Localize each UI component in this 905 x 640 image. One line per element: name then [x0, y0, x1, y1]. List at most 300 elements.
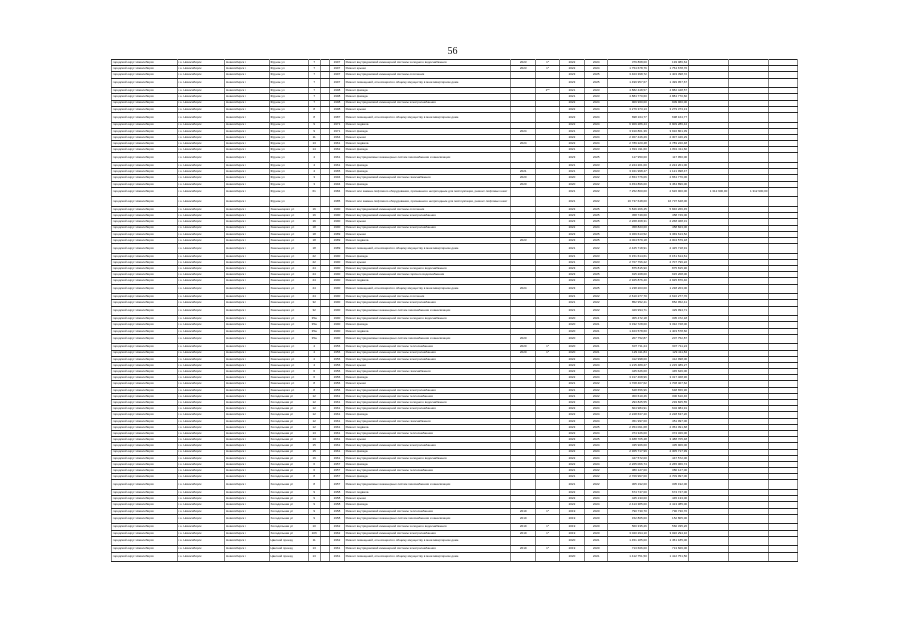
- cell-cost-total: 2 789 220,48: [608, 141, 648, 147]
- cell-cost-fund: 412 998,00: [648, 356, 688, 362]
- cell-settlement: г.о. Новосибирск: [177, 387, 225, 393]
- cell-cost-total: 4 004 579,18: [608, 237, 648, 243]
- cell-settlement: г.о. Новосибирск: [177, 328, 225, 334]
- cell-end-year: 2023: [585, 169, 608, 175]
- cell-street: Хмельницкого ул: [269, 334, 308, 344]
- cell-street: Цветной проезд: [269, 546, 308, 552]
- cell-year-built: 1990: [330, 322, 345, 328]
- cell-cost-fund: 445 626,00: [648, 369, 688, 375]
- cell-year-built: 1961: [330, 455, 345, 461]
- cell-start-year: 2021: [559, 259, 584, 265]
- cell-cost-local: [729, 284, 769, 294]
- cell-locality: Новосибирск г: [225, 259, 269, 265]
- cell-end-year: 2022: [585, 181, 608, 187]
- cell-municipality: городской округ Новосибирск: [112, 147, 178, 153]
- cell-cost-regional: [688, 514, 728, 524]
- cell-work-type: Ремонт внутридомовой инженерной системы газоснабжения: [344, 175, 510, 181]
- cell-end-year: 2025: [585, 219, 608, 225]
- cell-municipality: городской округ Новосибирск: [112, 106, 178, 112]
- cell-municipality: городской округ Новосибирск: [112, 400, 178, 406]
- cell-house: 4: [308, 163, 320, 169]
- cell-year-built: 1956: [330, 356, 345, 362]
- cell-start-year: 2023: [559, 284, 584, 294]
- cell-settlement: г.о. Новосибирск: [177, 169, 225, 175]
- cell-end-year: 2023: [585, 147, 608, 153]
- cell-street: Фрунзе ул: [269, 147, 308, 153]
- cell-start-year: 2020: [559, 181, 584, 187]
- cell-priority: 1*: [536, 546, 559, 552]
- cell-work-type: Ремонт крыши: [344, 259, 510, 265]
- cell-street: Хмельницкого ул: [269, 381, 308, 387]
- cell-street: Хмельницкого ул: [269, 231, 308, 237]
- cell-year-built: 1990: [330, 300, 345, 306]
- table-row: [112, 306, 798, 316]
- cell-settlement: г.о. Новосибирск: [177, 78, 225, 88]
- cell-house: 8: [308, 474, 320, 480]
- cell-settlement: г.о. Новосибирск: [177, 546, 225, 552]
- cell-street: Холодильная ул: [269, 480, 308, 490]
- cell-municipality: городской округ Новосибирск: [112, 536, 178, 546]
- cell-cost-total: 1 754 678,76: [608, 66, 648, 72]
- cell-street: Холодильная ул: [269, 449, 308, 455]
- cell-house: 7: [308, 100, 320, 106]
- cell-end-year: 2022: [585, 387, 608, 393]
- cell-locality: Новосибирск г: [225, 66, 269, 72]
- cell-year-built: 1956: [330, 369, 345, 375]
- cell-settlement: г.о. Новосибирск: [177, 468, 225, 474]
- cell-street: Хмельницкого ул: [269, 294, 308, 300]
- cell-plan-year: [511, 552, 536, 562]
- cell-municipality: городской округ Новосибирск: [112, 508, 178, 514]
- cell-year-built: 1997: [330, 72, 345, 78]
- cell-municipality: городской округ Новосибирск: [112, 272, 178, 278]
- cell-house: 4: [308, 169, 320, 175]
- cell-cost-fund: 1 708 407,62: [648, 381, 688, 387]
- cell-start-year: 2023: [559, 72, 584, 78]
- cell-street: Холодильная ул: [269, 393, 308, 399]
- cell-settlement: г.о. Новосибирск: [177, 322, 225, 328]
- cell-start-year: 2023: [559, 153, 584, 163]
- cell-cost-fund: 300 610,46: [648, 393, 688, 399]
- cell-end-year: 2022: [585, 480, 608, 490]
- cell-cost-total: 429 994,71: [608, 306, 648, 316]
- cell-locality: Новосибирск г: [225, 294, 269, 300]
- cell-cost-total: 790 730,70: [608, 508, 648, 514]
- cell-settlement: г.о. Новосибирск: [177, 514, 225, 524]
- cell-house: 13: [308, 437, 320, 443]
- cell-street: Хмельницкого ул: [269, 322, 308, 328]
- cell-year-built: 1957: [330, 461, 345, 467]
- cell-locality: Новосибирск г: [225, 480, 269, 490]
- table-row: [112, 112, 798, 122]
- cell-municipality: городской округ Новосибирск: [112, 334, 178, 344]
- cell-work-type: Ремонт внутридомовой инженерной системы теплоснабжения: [344, 344, 510, 350]
- cell-year-built: 1990: [330, 219, 345, 225]
- cell-end-year: 2021: [585, 344, 608, 350]
- cell-cost-fund: 2 707 796,22: [648, 259, 688, 265]
- cell-cost-other: [769, 306, 798, 316]
- cell-settlement: г.о. Новосибирск: [177, 443, 225, 449]
- cell-year-built: 1998: [330, 94, 345, 100]
- table-body: [112, 60, 798, 562]
- cell-start-year: 2021: [559, 187, 584, 197]
- cell-year-built: 1998: [330, 106, 345, 112]
- cell-settlement: г.о. Новосибирск: [177, 134, 225, 140]
- cell-year-built: 1961: [330, 424, 345, 430]
- cell-cost-fund: 207 752,87: [648, 334, 688, 344]
- cell-year-built: 1998: [330, 88, 345, 94]
- cell-work-type: Ремонт внутридомовой инженерной системы горячего водоснабжения: [344, 272, 510, 278]
- cell-end-year: 2024: [585, 406, 608, 412]
- cell-year-built: 1961: [330, 153, 345, 163]
- cell-locality: Новосибирск г: [225, 169, 269, 175]
- cell-house: 9: [308, 490, 320, 496]
- cell-cost-total: 1 451 185,00: [608, 536, 648, 546]
- cell-cost-fund: 5 846 266,45: [648, 206, 688, 212]
- cell-plan-year: 2023: [511, 237, 536, 243]
- cell-end-year: 2024: [585, 362, 608, 368]
- cell-year-built: 1961: [330, 449, 345, 455]
- cell-locality: Новосибирск г: [225, 272, 269, 278]
- cell-plan-year: [511, 480, 536, 490]
- cell-end-year: 2025: [585, 266, 608, 272]
- cell-municipality: городской округ Новосибирск: [112, 418, 178, 424]
- cell-cost-fund: 4 882 448,57: [648, 88, 688, 94]
- cell-cost-fund: 451 997,00: [648, 418, 688, 424]
- cell-end-year: 2025: [585, 424, 608, 430]
- cell-municipality: городской округ Новосибирск: [112, 412, 178, 418]
- cell-locality: Новосибирск г: [225, 381, 269, 387]
- cell-start-year: 2020: [559, 328, 584, 334]
- cell-end-year: 2024: [585, 461, 608, 467]
- cell-end-year: 2021: [585, 552, 608, 562]
- cell-end-year: 2025: [585, 206, 608, 212]
- cell-work-type: Ремонт внутридомовых инженерных систем газоснабжения и канализации: [344, 334, 510, 344]
- cell-year-built: 1961: [330, 418, 345, 424]
- cell-settlement: г.о. Новосибирск: [177, 284, 225, 294]
- cell-end-year: 2024: [585, 134, 608, 140]
- cell-street: Холодильная ул: [269, 455, 308, 461]
- cell-locality: Новосибирск г: [225, 387, 269, 393]
- cell-year-built: 1956: [330, 344, 345, 350]
- cell-settlement: г.о. Новосибирск: [177, 356, 225, 362]
- cell-street: Холодильная ул: [269, 406, 308, 412]
- cell-locality: Новосибирск г: [225, 334, 269, 344]
- cell-house: 18: [308, 231, 320, 237]
- cell-settlement: г.о. Новосибирск: [177, 213, 225, 219]
- cell-building: [320, 112, 330, 122]
- cell-municipality: городской округ Новосибирск: [112, 524, 178, 530]
- cell-cost-other: [769, 284, 798, 294]
- cell-cost-total: 1 499 957,67: [608, 78, 648, 88]
- cell-end-year: 2020: [585, 508, 608, 514]
- cell-municipality: городской округ Новосибирск: [112, 424, 178, 430]
- cell-cost-total: 305 192,00: [608, 480, 648, 490]
- cell-street: Фрунзе ул: [269, 88, 308, 94]
- cell-cost-total: 604 984,91: [608, 406, 648, 412]
- cell-year-built: 1990: [330, 306, 345, 316]
- cell-settlement: г.о. Новосибирск: [177, 72, 225, 78]
- cell-cost-total: 458 749,00: [608, 213, 648, 219]
- cell-plan-year: 2024: [511, 128, 536, 134]
- cell-locality: Новосибирск г: [225, 106, 269, 112]
- cell-year-built: 1990: [330, 272, 345, 278]
- cell-cost-regional: [688, 536, 728, 546]
- cell-cost-other: [769, 480, 798, 490]
- cell-locality: Новосибирск г: [225, 78, 269, 88]
- cell-settlement: г.о. Новосибирск: [177, 316, 225, 322]
- cell-year-built: 1956: [330, 362, 345, 368]
- cell-priority: [536, 244, 559, 254]
- cell-house: 6: [308, 468, 320, 474]
- cell-locality: Новосибирск г: [225, 141, 269, 147]
- cell-locality: Новосибирск г: [225, 350, 269, 356]
- cell-house: 3: [308, 181, 320, 187]
- cell-cost-local: [729, 514, 769, 524]
- cell-street: Холодильная ул: [269, 443, 308, 449]
- cell-settlement: г.о. Новосибирск: [177, 412, 225, 418]
- cell-street: Холодильная ул: [269, 400, 308, 406]
- cell-plan-year: [511, 78, 536, 88]
- cell-cost-fund: 3 369 613,52: [648, 231, 688, 237]
- cell-work-type: Ремонт внутридомовой инженерной системы газоснабжения: [344, 369, 510, 375]
- cell-cost-total: 674 747,00: [608, 490, 648, 496]
- cell-settlement: г.о. Новосибирск: [177, 530, 225, 536]
- cell-work-type: Ремонт фасада: [344, 375, 510, 381]
- cell-locality: Новосибирск г: [225, 316, 269, 322]
- cell-locality: Новосибирск г: [225, 424, 269, 430]
- cell-year-built: 1989: [330, 244, 345, 254]
- cell-cost-fund: 3 020 294,10: [648, 530, 688, 536]
- cell-cost-total: 3 454 896,00: [608, 181, 648, 187]
- cell-settlement: г.о. Новосибирск: [177, 334, 225, 344]
- cell-cost-total: 3 369 613,52: [608, 231, 648, 237]
- cell-municipality: городской округ Новосибирск: [112, 278, 178, 284]
- cell-street: Хмельницкого ул: [269, 278, 308, 284]
- cell-start-year: 2021: [559, 387, 584, 393]
- cell-work-type: Ремонт внутридомовых инженерных систем газоснабжения и канализации: [344, 514, 510, 524]
- cell-settlement: г.о. Новосибирск: [177, 424, 225, 430]
- cell-year-built: 1990: [330, 334, 345, 344]
- cell-year-built: 1961: [330, 406, 345, 412]
- cell-start-year: 2022: [559, 502, 584, 508]
- cell-house: 10б: [308, 530, 320, 536]
- cell-settlement: г.о. Новосибирск: [177, 437, 225, 443]
- cell-start-year: 2022: [559, 369, 584, 375]
- cell-house: 24: [308, 272, 320, 278]
- cell-cost-fund: 152 805,00: [648, 514, 688, 524]
- cell-cost-fund: 648 656,96: [648, 387, 688, 393]
- cell-cost-local: [729, 112, 769, 122]
- cell-start-year: 2020: [559, 344, 584, 350]
- cell-cost-total: 607 711,24: [608, 344, 648, 350]
- cell-municipality: городской округ Новосибирск: [112, 530, 178, 536]
- cell-year-built: 1990: [330, 294, 345, 300]
- cell-settlement: г.о. Новосибирск: [177, 502, 225, 508]
- cell-end-year: 2021: [585, 322, 608, 328]
- cell-house: 12: [308, 400, 320, 406]
- cell-house: 6: [308, 369, 320, 375]
- cell-work-type: Ремонт или замена лифтового оборудования, признанного непригодным для эксплуатации, ремонт лифтовых шахт: [344, 197, 510, 207]
- cell-street: Фрунзе ул: [269, 60, 308, 66]
- cell-end-year: 2025: [585, 437, 608, 443]
- cell-municipality: городской округ Новосибирск: [112, 496, 178, 502]
- cell-street: Хмельницкого ул: [269, 219, 308, 225]
- cell-end-year: 2024: [585, 375, 608, 381]
- cell-locality: Новосибирск г: [225, 163, 269, 169]
- cell-work-type: Ремонт или замена лифтового оборудования, признанного непригодным для эксплуатации, ремонт лифтовых шахт: [344, 187, 510, 197]
- cell-locality: Новосибирск г: [225, 524, 269, 530]
- cell-start-year: 2021: [559, 128, 584, 134]
- cell-start-year: 2022: [559, 449, 584, 455]
- cell-house: 8: [308, 480, 320, 490]
- cell-street: Холодильная ул: [269, 502, 308, 508]
- cell-municipality: городской округ Новосибирск: [112, 175, 178, 181]
- cell-end-year: 2024: [585, 455, 608, 461]
- cell-house: 22: [308, 259, 320, 265]
- cell-cost-local: [729, 244, 769, 254]
- cell-street: Фрунзе ул: [269, 100, 308, 106]
- cell-locality: Новосибирск г: [225, 237, 269, 243]
- cell-cost-local: [729, 153, 769, 163]
- cell-building: [320, 284, 330, 294]
- cell-start-year: 2022: [559, 134, 584, 140]
- cell-end-year: 2024: [585, 225, 608, 231]
- cell-work-type: Ремонт внутридомовых инженерных систем газоснабжения и канализации: [344, 153, 510, 163]
- cell-start-year: 2022: [559, 406, 584, 412]
- cell-plan-year: [511, 112, 536, 122]
- cell-cost-total: 445 626,00: [608, 369, 648, 375]
- cell-work-type: Ремонт подвала: [344, 141, 510, 147]
- cell-cost-fund: 3 279 373,13: [648, 106, 688, 112]
- cell-year-built: 1990: [330, 206, 345, 212]
- cell-cost-regional: [688, 112, 728, 122]
- cell-cost-total: 4 884 770,60: [608, 94, 648, 100]
- cell-municipality: городской округ Новосибирск: [112, 387, 178, 393]
- cell-work-type: Ремонт внутридомовой инженерной системы электроснабжения: [344, 350, 510, 356]
- cell-municipality: городской округ Новосибирск: [112, 393, 178, 399]
- cell-cost-total: 2 354 091,68: [608, 424, 648, 430]
- cell-plan-year: 2023: [511, 60, 536, 66]
- cell-cost-fund: 1 499 957,67: [648, 78, 688, 88]
- cell-end-year: 2024: [585, 356, 608, 362]
- works-table: [111, 59, 798, 562]
- cell-municipality: городской округ Новосибирск: [112, 430, 178, 436]
- cell-year-built: 1971: [330, 122, 345, 128]
- cell-house: 3: [308, 175, 320, 181]
- cell-year-built: 1961: [330, 552, 345, 562]
- table-row: [112, 536, 798, 546]
- cell-settlement: г.о. Новосибирск: [177, 163, 225, 169]
- cell-street: Хмельницкого ул: [269, 375, 308, 381]
- cell-street: Хмельницкого ул: [269, 259, 308, 265]
- cell-work-type: Ремонт помещений, относящихся к общему имуществу в многоквартирном доме: [344, 552, 510, 562]
- cell-municipality: городской округ Новосибирск: [112, 375, 178, 381]
- cell-municipality: городской округ Новосибирск: [112, 66, 178, 72]
- cell-end-year: 2023: [585, 94, 608, 100]
- cell-municipality: городской округ Новосибирск: [112, 72, 178, 78]
- cell-year-built: 1961: [330, 437, 345, 443]
- cell-end-year: 2024: [585, 490, 608, 496]
- cell-municipality: городской округ Новосибирск: [112, 253, 178, 259]
- cell-house: 18: [308, 237, 320, 243]
- cell-locality: Новосибирск г: [225, 112, 269, 122]
- table-row: [112, 153, 798, 163]
- cell-work-type: Ремонт фасада: [344, 253, 510, 259]
- cell-locality: Новосибирск г: [225, 362, 269, 368]
- cell-street: Фрунзе ул: [269, 141, 308, 147]
- cell-start-year: 2021: [559, 244, 584, 254]
- cell-year-built: 1957: [330, 480, 345, 490]
- cell-street: Хмельницкого ул: [269, 237, 308, 243]
- cell-cost-regional: [688, 197, 728, 207]
- cell-street: Холодильная ул: [269, 514, 308, 524]
- cell-end-year: 2023: [585, 253, 608, 259]
- cell-work-type: Ремонт внутридомовой инженерной системы электроснабжения: [344, 406, 510, 412]
- table-row: [112, 284, 798, 294]
- cell-house: 12: [308, 406, 320, 412]
- cell-locality: Новосибирск г: [225, 474, 269, 480]
- cell-cost-fund: 305 192,00: [648, 480, 688, 490]
- cell-priority: [536, 112, 559, 122]
- cell-locality: Новосибирск г: [225, 393, 269, 399]
- cell-end-year: 2021: [585, 536, 608, 546]
- cell-cost-local: [729, 78, 769, 88]
- cell-house: 13: [308, 552, 320, 562]
- cell-work-type: Ремонт фасада: [344, 163, 510, 169]
- cell-house: 18: [308, 244, 320, 254]
- cell-locality: Новосибирск г: [225, 546, 269, 552]
- cell-cost-fund: 1 403 398,72: [648, 72, 688, 78]
- cell-cost-regional: 1 312 900,00: [688, 187, 728, 197]
- cell-street: Хмельницкого ул: [269, 206, 308, 212]
- cell-year-built: 1997: [330, 78, 345, 88]
- cell-start-year: 2020: [559, 552, 584, 562]
- cell-priority: [536, 514, 559, 524]
- cell-street: Хмельницкого ул: [269, 253, 308, 259]
- cell-work-type: Ремонт помещений, относящихся к общему имуществу в многоквартирном доме: [344, 112, 510, 122]
- cell-cost-total: 3 321 998,47: [608, 169, 648, 175]
- cell-cost-fund: 374 326,00: [648, 430, 688, 436]
- cell-locality: Новосибирск г: [225, 514, 269, 524]
- cell-cost-fund: 305 472,18: [648, 316, 688, 322]
- cell-house: 4: [308, 350, 320, 356]
- cell-settlement: г.о. Новосибирск: [177, 237, 225, 243]
- cell-year-built: 1962: [330, 524, 345, 530]
- cell-year-built: 1997: [330, 60, 345, 66]
- cell-house: [308, 197, 320, 207]
- cell-cost-total: 2 224 201,00: [608, 163, 648, 169]
- cell-street: Хмельницкого ул: [269, 362, 308, 368]
- cell-work-type: Ремонт внутридомовой инженерной системы электроснабжения: [344, 225, 510, 231]
- cell-year-built: 1961: [330, 546, 345, 552]
- cell-cost-fund: 607 711,24: [648, 344, 688, 350]
- cell-locality: Новосибирск г: [225, 244, 269, 254]
- cell-work-type: Ремонт фасада: [344, 412, 510, 418]
- cell-settlement: г.о. Новосибирск: [177, 536, 225, 546]
- cell-cost-other: [769, 78, 798, 88]
- cell-work-type: Ремонт внутридомовой инженерной системы холодного водоснабжения: [344, 60, 510, 66]
- cell-house: 35а: [308, 316, 320, 322]
- cell-end-year: 2021: [585, 334, 608, 344]
- cell-cost-fund: 2 305 717,99: [648, 449, 688, 455]
- cell-cost-fund: 2 654 776,06: [648, 175, 688, 181]
- cell-house: 16: [308, 219, 320, 225]
- cell-street: Холодильная ул: [269, 508, 308, 514]
- cell-end-year: 2025: [585, 231, 608, 237]
- cell-cost-total: 447 572,00: [608, 455, 648, 461]
- cell-start-year: 2022: [559, 418, 584, 424]
